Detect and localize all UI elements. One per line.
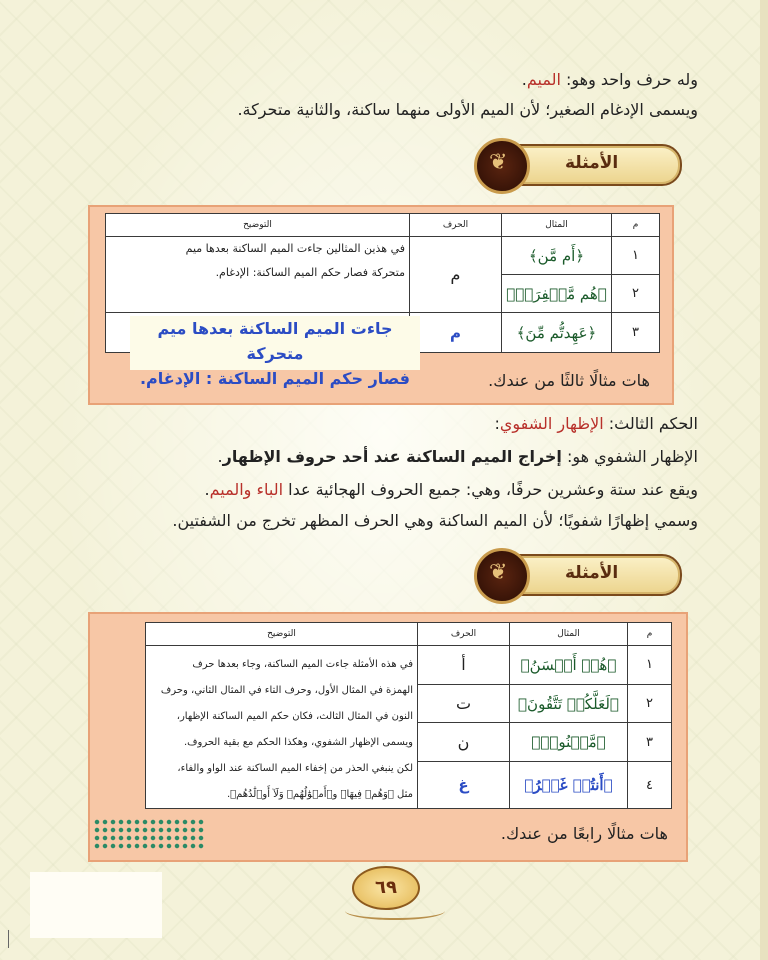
row-letter: أ [418,646,510,685]
answer-line: فصار حكم الميم الساكنة : الإدغام. [139,369,411,388]
intro-line-2: ويسمى الإدغام الصغير؛ لأن الميم الأولى منهما ساكنة، والثانية متحركة. [237,100,698,119]
margin-tick [8,930,9,948]
explain-line: في هذين المثالين جاءت الميم الساكنة بعدها ميم [185,242,405,255]
task-2: هات مثالًا رابعًا من عندك. [500,824,668,843]
examples-banner-1 [478,138,698,188]
explain-line: متحركة فصار حكم الميم الساكنة: الإدغام. [215,266,405,279]
header-letter: الحرف [410,214,502,237]
examples-table-2 [145,622,672,809]
table-header-row [146,623,672,646]
row-num: ٢ [628,684,672,723]
row-num: ٤ [628,762,672,809]
explain-line: في هذه الأمثلة جاءت الميم الساكنة، وجاء بعدها حرف [192,659,413,670]
banner-medal-glyph: ❦ [489,560,508,585]
header-example: المثال [510,623,628,646]
row-example: ﴿هُمۡ أَحۡسَنُ﴾ [510,646,628,685]
flower-icon [474,138,530,194]
row-example-answer[interactable]: ﴿أَنتُمۡ غَيۡرُ﴾ [510,762,628,809]
count-period: . [204,480,210,499]
intro-period: . [521,70,527,89]
explain-line: مثل ﴿وَهُمۡ فِيهَا﴾ و﴿أَمۡوَٰلُهُمۡ وَلَآ أَوۡلَٰدُهُم﴾. [226,789,413,800]
header-letter: الحرف [418,623,510,646]
rule3-title-colon: : [494,414,500,433]
rule3-title-text: الحكم الثالث: [603,414,698,433]
banner-label: الأمثلة [565,563,619,583]
page-number: ٦٩ [352,866,420,910]
row-letter-answer[interactable]: غ [418,762,510,809]
row-example: ﴿هُم مَّغۡفِرَةٞ﴾ [502,275,612,313]
rule3-title [494,414,698,433]
table-row [146,646,672,685]
rule3-count [205,480,698,499]
row-letter: ت [418,684,510,723]
row-explain [106,237,410,313]
header-num: م [612,214,660,237]
page-ornament [345,902,445,920]
row-example: ﴿أَم مَّن﴾ [502,237,612,275]
explain-line: لكن ينبغي الحذر من إخفاء الميم الساكنة عند الواو والفاء، [177,763,413,774]
rule3-definition [218,447,698,466]
row-num: ١ [612,237,660,275]
row-num: ٣ [628,723,672,762]
blank-patch [30,872,162,938]
header-explain: التوضيح [146,623,418,646]
row-explain [146,646,418,809]
banner-medal-glyph: ❦ [489,150,508,175]
flower-icon [474,548,530,604]
row-example: ﴿مَّمۡنُونٖ﴾ [510,723,628,762]
row-letter: م [410,237,502,313]
header-explain: التوضيح [106,214,410,237]
decorative-dots [93,818,205,850]
answer-line: جاءت الميم الساكنة بعدها ميم متحركة [157,319,393,363]
definition-bold: إخراج الميم الساكنة عند أحد حروف الإظهار [222,447,562,466]
header-example: المثال [502,214,612,237]
explain-line: النون في المثال الثالث، فكان حكم الميم الساكنة الإظهار، [176,711,413,722]
examples-banner-2 [478,548,698,598]
table-header-row [106,214,660,237]
task-1: هات مثالًا ثالثًا من عندك. [488,371,650,390]
row-num: ١ [628,646,672,685]
intro-line-1 [522,70,698,89]
definition-period: . [217,447,223,466]
row-example: ﴿عَهِدتُّم مِّنَ﴾ [502,313,612,353]
row-letter-answer[interactable]: م [410,313,502,353]
page-edge [760,0,768,960]
count-text: ويقع عند ستة وعشرين حرفًا، وهي: جميع الحروف الهجائية عدا [283,480,698,499]
row-num: ٣ [612,313,660,353]
header-num: م [628,623,672,646]
banner-label: الأمثلة [565,153,619,173]
explain-line: ويسمى الإظهار الشفوي، وهكذا الحكم مع بقية الحروف. [183,737,413,748]
table-row [106,237,660,275]
row-letter: ن [418,723,510,762]
count-highlight: الباء والميم [209,480,284,499]
handwritten-answer-1[interactable] [130,316,420,388]
row-example: ﴿لَعَلَّكُمۡ تَتَّقُونَ﴾ [510,684,628,723]
explain-line: الهمزة في المثال الأول، وحرف التاء في المثال الثاني، وحرف [160,685,413,696]
rule3-naming: وسمي إظهارًا شفويًا؛ لأن الميم الساكنة وهي الحرف المظهر تخرج من الشفتين. [172,511,698,530]
rule3-title-highlight: الإظهار الشفوي [499,414,604,433]
intro-highlight: الميم [526,70,561,89]
intro-text: وله حرف واحد وهو: [560,70,698,89]
definition-label: الإظهار الشفوي هو: [561,447,698,466]
row-num: ٢ [612,275,660,313]
